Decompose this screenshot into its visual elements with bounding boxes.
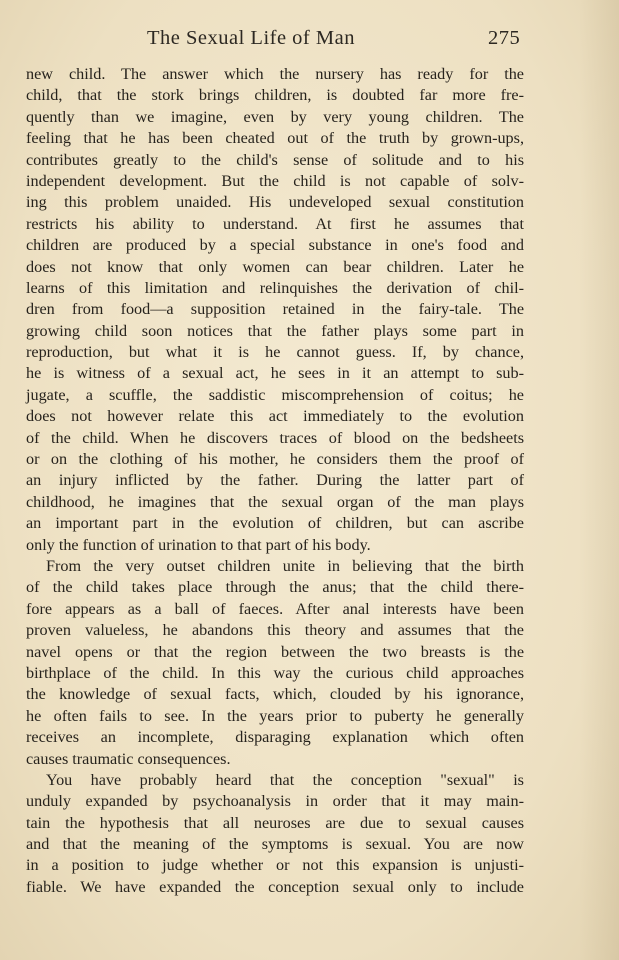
- text-line: birthplace of the child. In this way the curious child approaches: [26, 663, 524, 682]
- text-line: unduly expanded by psychoanalysis in order that it may main-: [26, 792, 524, 811]
- text-line: growing child soon notices that the father plays some part in: [26, 321, 524, 340]
- text-line: feeling that he has been cheated out of the truth by grown-ups,: [26, 129, 524, 148]
- text-line: and that the meaning of the symptoms is sexual. You are now: [26, 835, 524, 854]
- text-line: jugate, a scuffle, the saddistic miscomprehension of coitus; he: [26, 385, 524, 404]
- text-line: learns of this limitation and relinquishes the derivation of chil-: [26, 278, 524, 297]
- paragraph-end-line: only the function of urination to that part of his body.: [26, 535, 371, 554]
- text-line: childhood, he imagines that the sexual organ of the man plays: [26, 492, 524, 511]
- text-line: independent development. But the child is not capable of solv-: [26, 171, 524, 190]
- text-line: children are produced by a special substance in one's food and: [26, 236, 524, 255]
- text-line: reproduction, but what it is he cannot guess. If, by chance,: [26, 343, 524, 362]
- text-line: does not however relate this act immediately to the evolution: [26, 407, 524, 426]
- text-line: an important part in the evolution of children, but can ascribe: [26, 514, 524, 533]
- text-line: dren from food—a supposition retained in the fairy-tale. The: [26, 300, 524, 319]
- paragraph-first-line: From the very outset children unite in believing that the birth: [46, 556, 524, 575]
- running-header: [0, 27, 619, 55]
- text-line: fiable. We have expanded the conception sexual only to include: [26, 877, 524, 896]
- page-edge-shadow: [579, 0, 619, 960]
- text-line: receives an incomplete, disparaging explanation which often: [26, 728, 524, 747]
- text-line: restricts his ability to understand. At first he assumes that: [26, 214, 524, 233]
- text-line: he is witness of a sexual act, he sees in it an attempt to sub-: [26, 364, 524, 383]
- paragraph-end-line: causes traumatic consequences.: [26, 749, 231, 768]
- paragraph-first-line: You have probably heard that the conception "sexual" is: [46, 770, 524, 789]
- text-line: tain the hypothesis that all neuroses are due to sexual causes: [26, 813, 524, 832]
- running-title: The Sexual Life of Man: [147, 27, 355, 49]
- page-number: 275: [488, 27, 521, 49]
- text-line: child, that the stork brings children, is doubted far more fre-: [26, 86, 524, 105]
- text-line: navel opens or that the region between the two breasts is the: [26, 642, 524, 661]
- text-line: fore appears as a ball of faeces. After anal interests have been: [26, 599, 524, 618]
- text-line: proven valueless, he abandons this theory and assumes that the: [26, 621, 524, 640]
- text-line: contributes greatly to the child's sense of solitude and to his: [26, 150, 524, 169]
- text-line: an injury inflicted by the father. During the latter part of: [26, 471, 524, 490]
- text-line: ing this problem unaided. His undeveloped sexual constitution: [26, 193, 524, 212]
- text-line: of the child. When he discovers traces of blood on the bedsheets: [26, 428, 524, 447]
- text-line: quently than we imagine, even by very young children. The: [26, 107, 524, 126]
- body-text: [26, 64, 524, 898]
- text-line: or on the clothing of his mother, he considers them the proof of: [26, 450, 524, 469]
- text-line: does not know that only women can bear children. Later he: [26, 257, 524, 276]
- text-line: new child. The answer which the nursery has ready for the: [26, 65, 524, 83]
- text-line: the knowledge of sexual facts, which, clouded by his ignorance,: [26, 685, 524, 704]
- text-line: of the child takes place through the anus; that the child there-: [26, 578, 524, 597]
- text-line: he often fails to see. In the years prior to puberty he generally: [26, 706, 524, 725]
- text-line: in a position to judge whether or not this expansion is unjusti-: [26, 856, 524, 875]
